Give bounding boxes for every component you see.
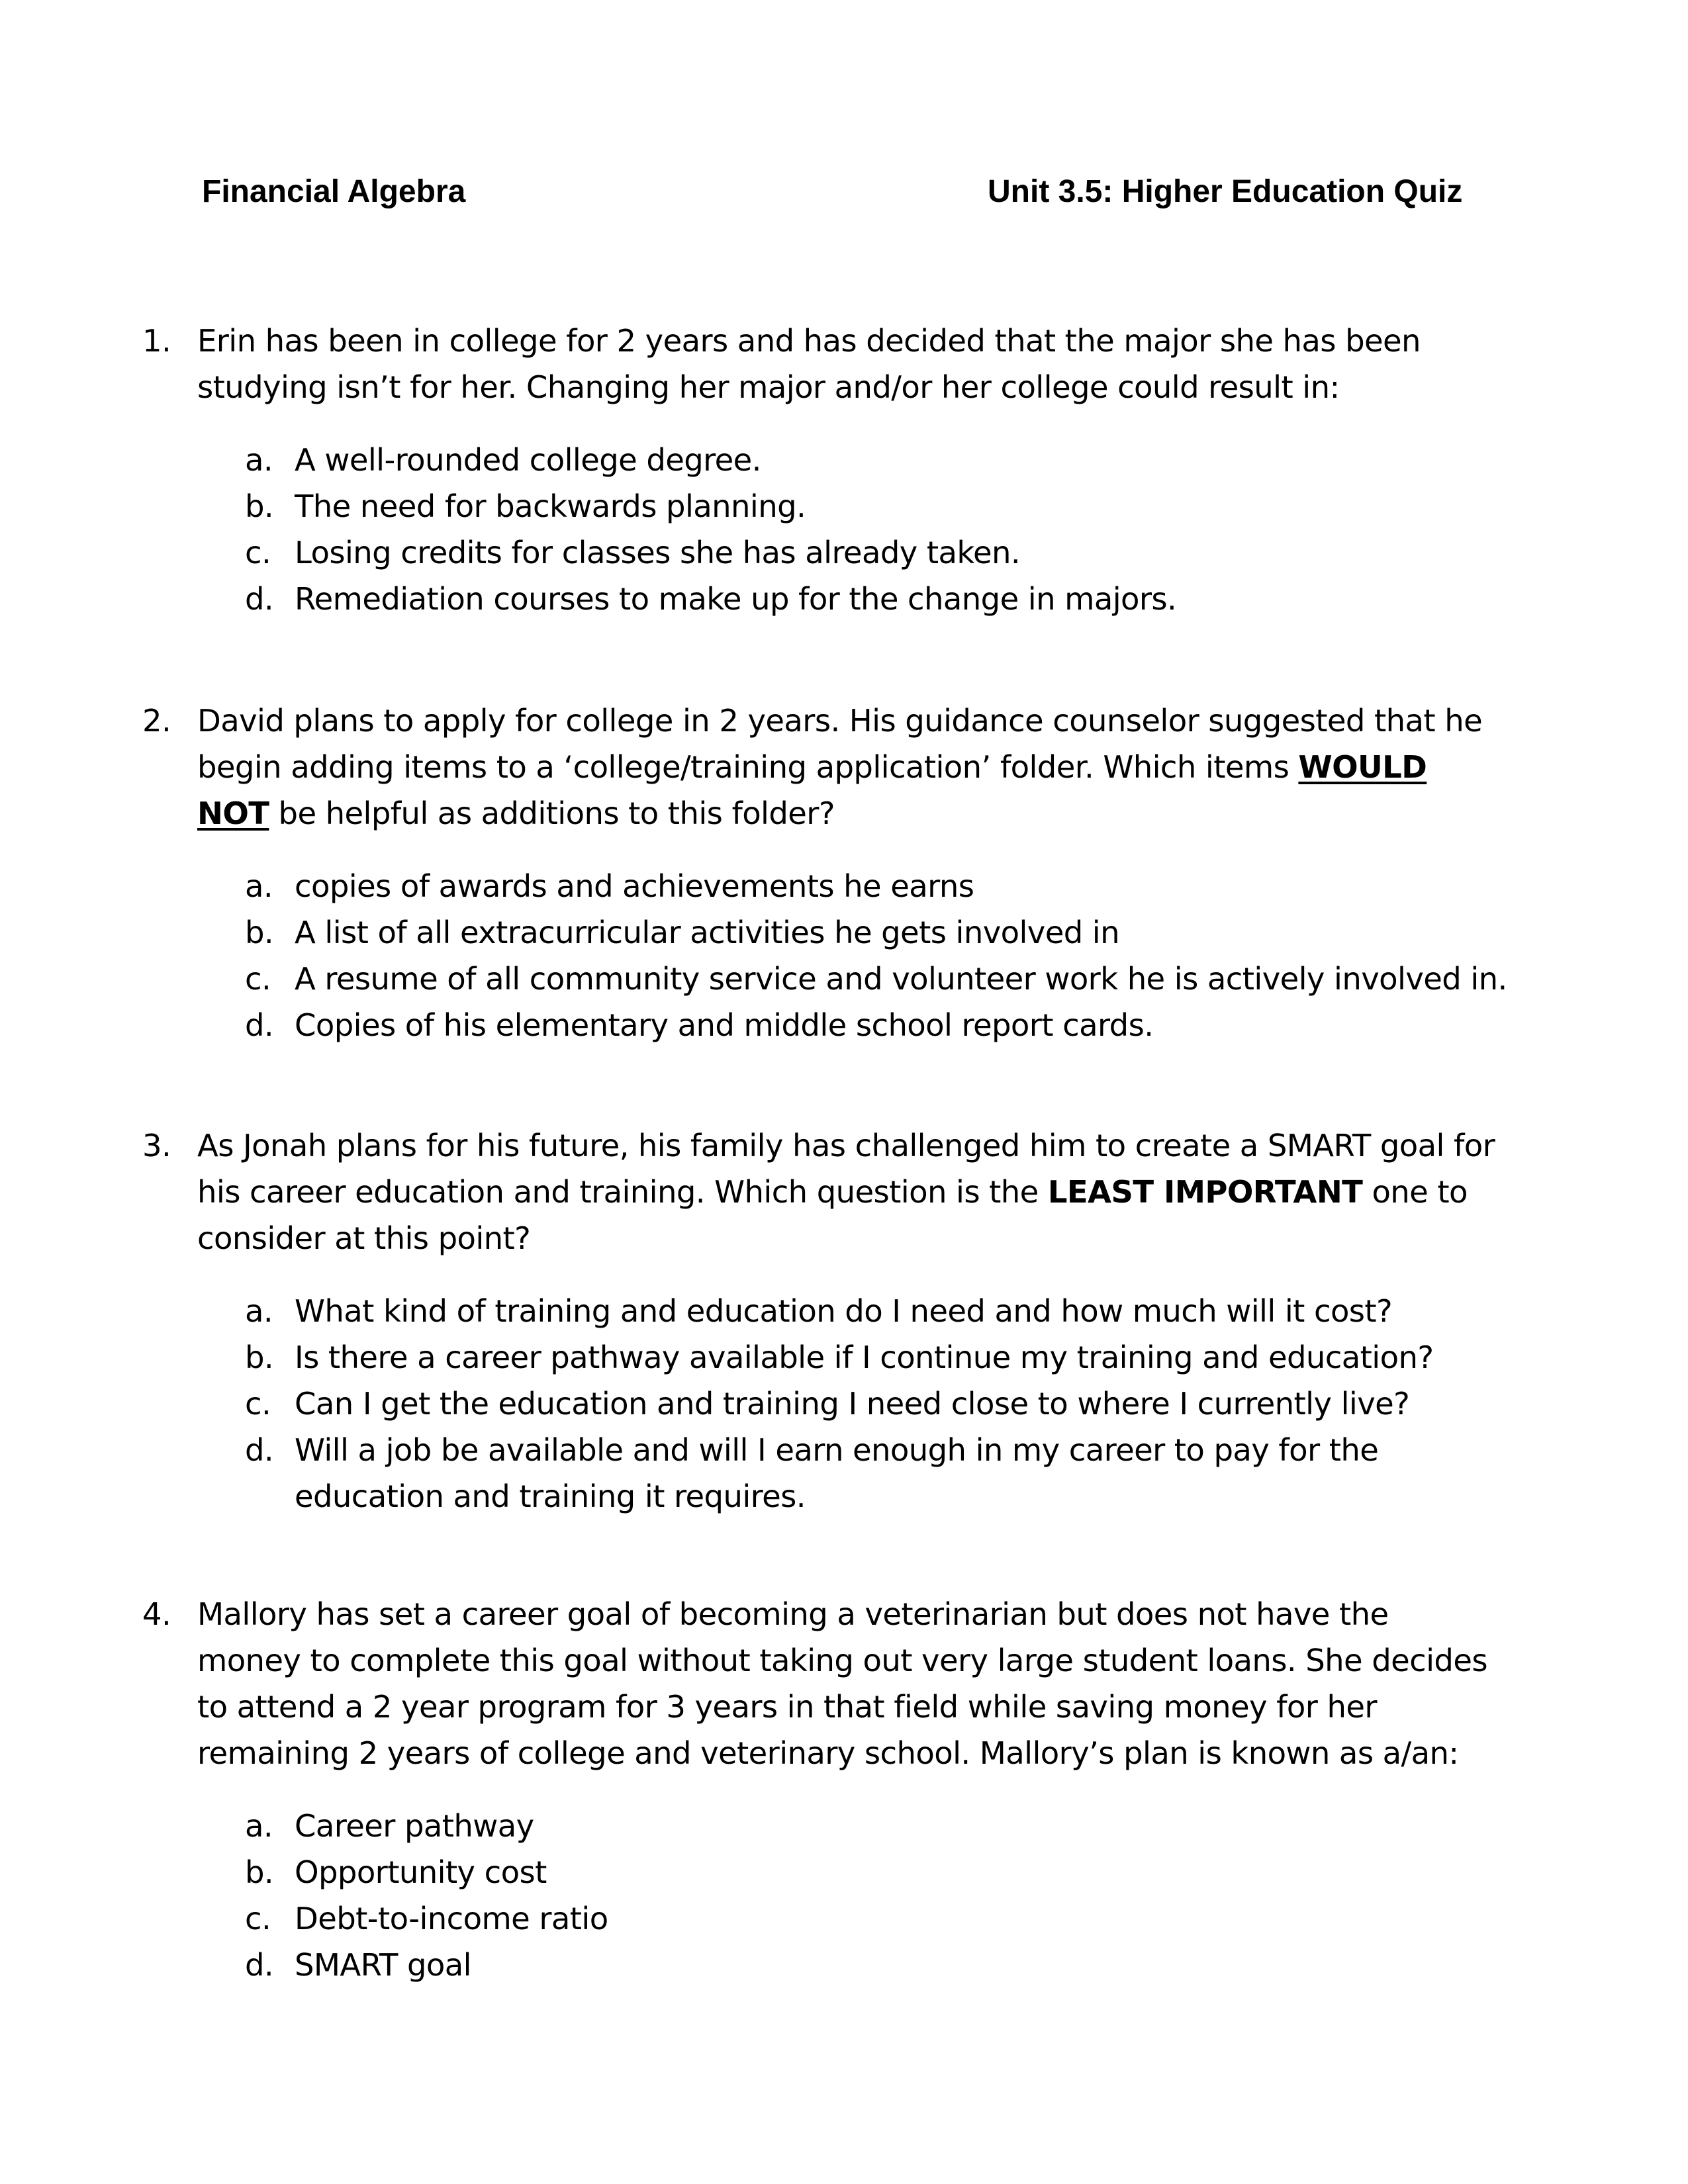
question-2 — [142, 698, 1579, 1079]
answer-choice: a. Career pathway — [245, 1808, 534, 1844]
question-text: As Jonah plans for his future, his family has challenged him to create a SMART goal for his career education and training. Which question is the LEAST IMPORTANT one to consider at this point? — [197, 1128, 1495, 1256]
question-3 — [142, 1122, 1579, 1551]
answer-choice: a. copies of awards and achievements he earns — [245, 868, 974, 904]
emphasis-least-important: LEAST IMPORTANT — [1047, 1174, 1363, 1210]
question-text: David plans to apply for college in 2 years. His guidance counselor suggested that he begin adding items to a ‘college/training application’ folder. Which items WOULD NOT be helpful as additions to this folder? — [197, 703, 1483, 831]
answer-choice: b. Opportunity cost — [245, 1854, 547, 1890]
question-number: 1. — [142, 323, 171, 359]
emphasis-would: WOULD — [1298, 749, 1427, 785]
answer-choice: b. A list of all extracurricular activities he gets involved in — [245, 915, 1119, 950]
emphasis-not: NOT — [197, 796, 269, 831]
answer-choice: a. A well-rounded college degree. — [245, 442, 761, 478]
answer-choices — [245, 437, 1579, 622]
answer-choice: d. Remediation courses to make up for the change in majors. — [245, 581, 1177, 617]
answer-choice: c. Losing credits for classes she has already taken. — [245, 535, 1021, 570]
question-number: 2. — [142, 703, 171, 739]
answer-choice: b. The need for backwards planning. — [245, 488, 806, 524]
question-number: 3. — [142, 1128, 171, 1163]
answer-choices — [245, 1803, 1579, 1988]
answer-choice: c. Debt-to-income ratio — [245, 1901, 608, 1936]
answer-choice: d. Will a job be available and will I earn enough in my career to pay for the education and training it requires. — [245, 1432, 1379, 1514]
question-number: 4. — [142, 1596, 171, 1632]
answer-choice: c. A resume of all community service and volunteer work he is actively involved in. — [245, 961, 1507, 997]
quiz-title: Unit 3.5: Higher Education Quiz — [988, 174, 1463, 209]
answer-choice: a. What kind of training and education do I need and how much will it cost? — [245, 1293, 1393, 1329]
question-4 — [142, 1591, 1579, 2019]
question-1 — [142, 318, 1579, 653]
answer-choice: b. Is there a career pathway available if I continue my training and education? — [245, 1340, 1434, 1375]
answer-choice: c. Can I get the education and training I need close to where I currently live? — [245, 1386, 1410, 1422]
question-text: Erin has been in college for 2 years and has decided that the major she has been studying isn’t for her. Changing her major and/or her college could result in: — [197, 323, 1421, 405]
answer-choice: d. SMART goal — [245, 1947, 471, 1983]
answer-choice: d. Copies of his elementary and middle school report cards. — [245, 1007, 1154, 1043]
answer-choices — [245, 863, 1579, 1048]
answer-choices — [245, 1288, 1579, 1520]
question-text: Mallory has set a career goal of becoming a veterinarian but does not have the money to complete this goal without taking out very large student loans. She decides to attend a 2 year program for 3 years in that field while saving money for her remaining 2 years of college and veterinary school. Mallory’s plan is known as a/an: — [197, 1596, 1487, 1771]
course-title: Financial Algebra — [202, 174, 466, 209]
